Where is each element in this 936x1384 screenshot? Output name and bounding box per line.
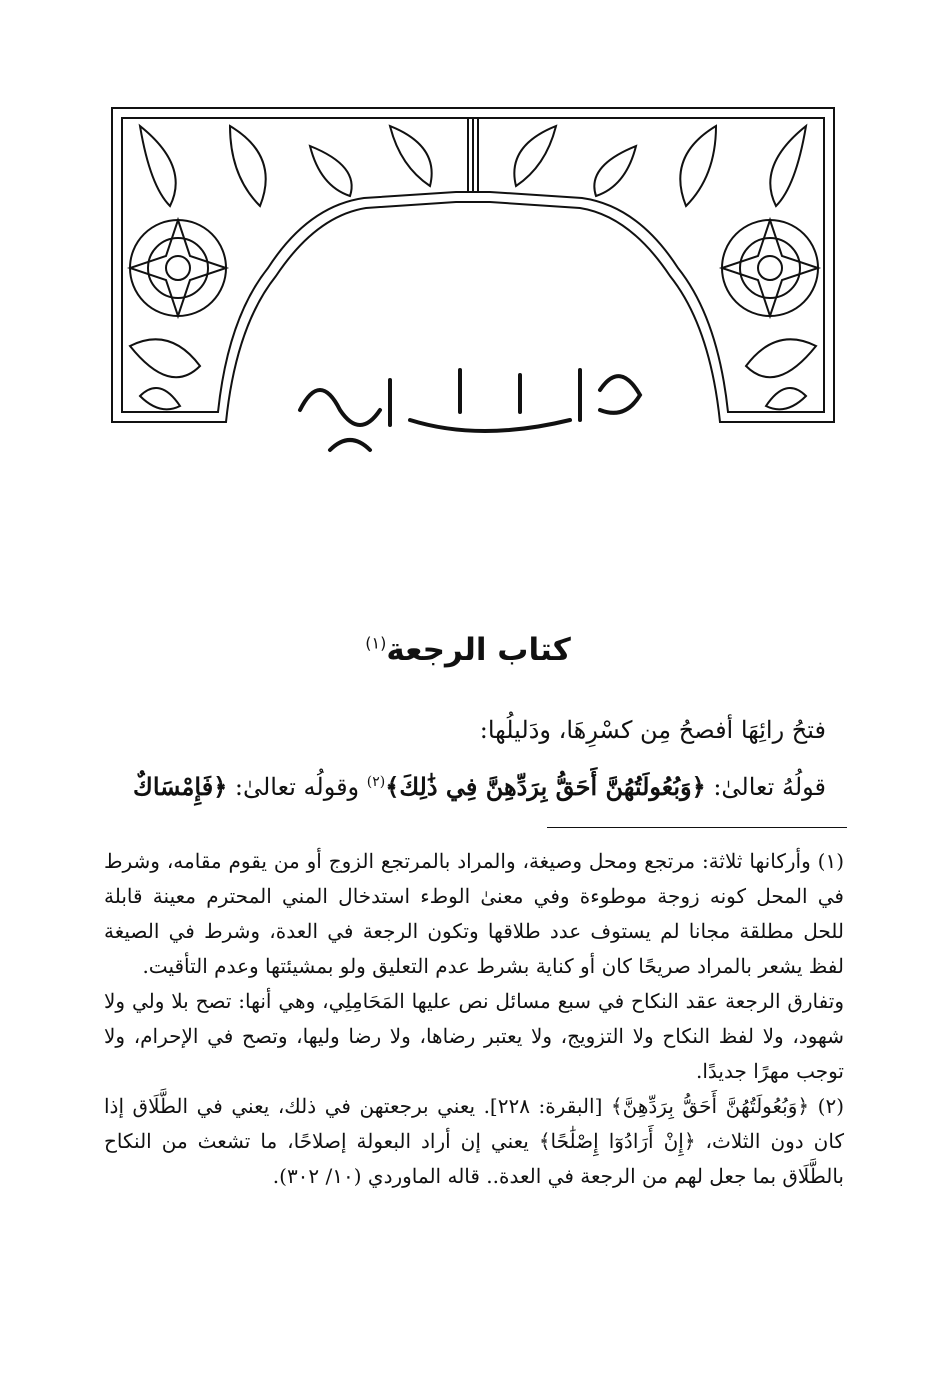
chapter-title-text: كتاب الرجعة xyxy=(386,632,571,668)
footnote-1-paragraph-2: وتفارق الرجعة عقد النكاح في سبع مسائل نص عليها المَحَامِلِي، وهي أنها: تصح بلا ولي ولا شهود، ولا لفظ النكاح ولا التزويج، ولا يعتبر رضاها، ولا رضا وليها، وتصح في الإحرام، ولا توجب مهرًا جديدًا. xyxy=(104,989,844,1083)
footnote-ref-1: (١) xyxy=(365,633,387,653)
basmala-calligraphy xyxy=(280,350,664,468)
main-line-2 xyxy=(106,756,826,813)
quran-verse-2: ﴿فَإِمْسَاكٌ xyxy=(133,772,228,801)
footnote-2: (٢) ﴿وَبُعُولَتُهُنَّ أَحَقُّ بِرَدِّهِنَّ﴾ [البقرة: ٢٢٨]. يعني برجعتهن في ذلك، يعني في الطَّلَاق إذا كان دون الثلاث، ﴿إِنْ أَرَادُوٓا إِصْلَٰحًا﴾ يعني إن أراد البعولة إصلاحًا، ما تشعث من النكاح بالطَّلَاق بما جعل لهم من الرجعة في العدة.. قاله الماوردي (١٠/ ٣٠٢). xyxy=(104,1094,844,1188)
footnote-1-paragraph-1: (١) وأركانها ثلاثة: مرتجع ومحل وصيغة، والمراد بالمرتجع الزوج أو من يقوم مقامه، وشرط في المحل كونه زوجة موطوءة وفي معنىٰ الوطء استدخال المني المحترم معينة قابلة للحل مطلقة مجانا لم يستوف عدد طلاقها وتكون الرجعة في العدة، وشرط في الصيغة لفظ يشعر بالمراد صريحًا كان أو كناية بشرط عدم التعليق ولو بمشيئتها وعدم التأقيت. xyxy=(104,849,844,978)
quran-verse-1: ﴿وَبُعُولَتُهُنَّ أَحَقُّ بِرَدِّهِنَّ فِي ذَٰلِكَ﴾ xyxy=(385,772,706,801)
footnote-divider xyxy=(547,827,847,828)
chapter-title xyxy=(0,632,936,668)
main-line-2-second-intro: وقولُه تعالىٰ: xyxy=(234,773,360,801)
main-line-1: فتحُ رائِهَا أفصحُ مِن كسْرِهَا، ودَليلُها: xyxy=(479,716,826,744)
footnotes xyxy=(104,844,844,1194)
footnote-ref-2: (٢) xyxy=(366,774,386,790)
main-text xyxy=(106,704,826,813)
main-line-2-intro: قولُهُ تعالىٰ: xyxy=(713,773,826,801)
